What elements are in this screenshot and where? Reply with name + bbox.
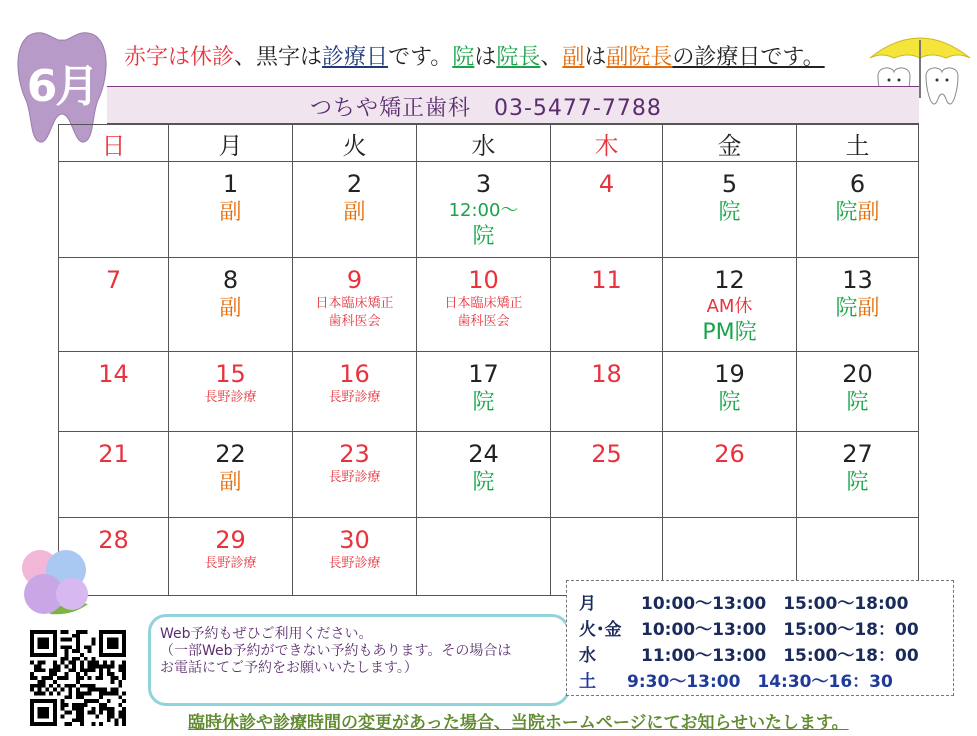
calendar-day-cell [417,258,551,352]
day-note: 院 [472,390,495,415]
web-box-line3: お電話にてご予約をお願いいたします。） [160,660,418,676]
hours-day: 火･金 [579,620,622,640]
day-number: 10 [468,266,499,294]
day-note: 長野診療 [204,390,257,405]
calendar-day-cell [417,518,551,596]
day-note: 12:00～ [448,200,519,221]
weekday-header: 火 [293,125,417,162]
calendar-day-cell [59,352,169,432]
day-note: 日本臨床矯正 [444,296,523,311]
calendar-day-cell [293,352,417,432]
calendar-table [58,124,919,596]
day-note: 院 [846,470,869,495]
legend-part: です。 [388,45,453,70]
web-reservation-box [148,614,570,706]
hours-times: 9:30〜13:00 14:30〜16：30 [627,672,893,692]
day-note [797,200,918,226]
hours-day: 月 [579,594,596,614]
day-note: 院 [718,200,741,225]
calendar-day-cell [663,162,797,258]
calendar-day-cell [169,258,293,352]
calendar-day-cell [293,162,417,258]
hours-row [579,641,919,666]
calendar-day-cell [663,432,797,518]
day-note: 長野診療 [328,390,381,405]
day-note: 副 [219,296,242,321]
calendar-day-cell [417,352,551,432]
day-number: 8 [222,266,239,294]
day-number: 20 [842,360,873,388]
hours-times: 11:00〜13:00 15:00〜18：00 [641,646,919,666]
calendar-day-cell [797,432,919,518]
weekday-header-row [59,125,919,162]
day-note-part: 院 [835,296,858,321]
calendar-day-cell [59,258,169,352]
calendar-day-cell [797,258,919,352]
weekday-header: 月 [169,125,293,162]
calendar-day-cell [293,258,417,352]
calendar-day-cell [551,352,663,432]
calendar-day-cell [551,432,663,518]
footer-notice: 臨時休診や診療時間の変更があった場合、当院ホームページにてお知らせいたします。 [188,713,849,733]
hours-times: 10:00〜13:00 15:00〜18:00 [641,594,909,614]
legend-part: 院 [452,45,475,70]
hours-day: 水 [579,646,596,666]
weekday-header: 日 [59,125,169,162]
legend-part: は [474,45,497,70]
day-number: 14 [98,360,129,388]
calendar-day-cell [551,162,663,258]
calendar-day-cell [417,162,551,258]
day-number: 29 [215,526,246,554]
day-note [797,296,918,322]
day-number: 23 [339,440,370,468]
day-number: 7 [105,266,122,294]
day-number: 24 [468,440,499,468]
day-number: 4 [598,170,615,198]
day-number: 6 [849,170,866,198]
day-number: 11 [591,266,622,294]
day-note: 院 [846,390,869,415]
hours-row [579,589,908,614]
calendar-week-row [59,162,919,258]
legend-part: 黒字は [256,45,323,70]
calendar-day-cell [797,162,919,258]
calendar-day-cell [169,162,293,258]
day-number: 9 [346,266,363,294]
day-note: 歯科医会 [457,314,510,329]
hours-row [579,667,893,692]
legend [124,40,825,71]
hours-day: 土 [579,672,596,692]
day-number: 13 [842,266,873,294]
day-number: 30 [339,526,370,554]
calendar-day-cell [293,518,417,596]
day-number: 18 [591,360,622,388]
day-number: 25 [591,440,622,468]
month-label: 6月 [26,61,98,112]
day-number: 27 [842,440,873,468]
calendar-day-cell [663,352,797,432]
legend-part: 診療日 [322,45,389,70]
calendar-day-cell [169,518,293,596]
day-note: 副 [343,200,366,225]
hours-times: 10:00〜13:00 15:00〜18：00 [641,620,919,640]
day-note-part: 院 [835,200,858,225]
legend-part: 副 [562,45,585,70]
day-note-part: 副 [857,200,880,225]
day-number: 5 [721,170,738,198]
day-note: 院 [472,470,495,495]
day-number: 19 [714,360,745,388]
day-note: 長野診療 [204,556,257,571]
day-number: 1 [222,170,239,198]
legend-part: は [584,45,607,70]
calendar-day-cell [169,352,293,432]
calendar-day-cell [417,432,551,518]
day-number: 2 [346,170,363,198]
qr-code[interactable] [30,630,126,726]
calendar-week-row [59,258,919,352]
day-number: 21 [98,440,129,468]
day-note: 歯科医会 [328,314,381,329]
day-number: 3 [475,170,492,198]
calendar-day-cell [551,258,663,352]
day-note: 長野診療 [328,470,381,485]
day-note: 長野診療 [328,556,381,571]
day-number: 28 [98,526,129,554]
day-note: 日本臨床矯正 [315,296,394,311]
legend-part: 、 [234,45,257,70]
day-note: 院 [718,390,741,415]
legend-part: 副院長 [606,45,673,70]
weekday-header: 木 [551,125,663,162]
weekday-header: 土 [797,125,919,162]
web-box-line2: （一部Web予約ができない予約もあります。その場合は [160,643,512,659]
day-note: 院 [472,224,495,249]
calendar-day-cell [59,432,169,518]
hydrangea-decoration [10,540,100,620]
web-box-line1: Web予約もぜひご利用ください。 [160,626,373,642]
day-number: 22 [215,440,246,468]
day-number: 26 [714,440,745,468]
calendar-day-cell [663,258,797,352]
day-number: 17 [468,360,499,388]
day-note: 副 [219,470,242,495]
day-number: 12 [714,266,745,294]
calendar-week-row [59,432,919,518]
calendar-day-cell [797,352,919,432]
legend-part: 、 [540,45,563,70]
legend-part: 院長 [496,45,541,70]
day-note-part: 副 [857,296,880,321]
calendar-day-cell [293,432,417,518]
hours-row [579,615,919,640]
clinic-name: つちや矯正歯科 03-5477-7788 [310,96,662,121]
day-note: 副 [219,200,242,225]
weekday-header: 水 [417,125,551,162]
day-note: AM休 [706,296,753,317]
calendar-day-cell [169,432,293,518]
legend-part: の診療日です。 [672,45,825,70]
weekday-header: 金 [663,125,797,162]
day-number: 16 [339,360,370,388]
calendar-day-cell [59,162,169,258]
day-number: 15 [215,360,246,388]
office-hours-box [566,580,954,696]
legend-part: 赤字は休診 [124,45,235,70]
day-note: PM院 [702,320,757,345]
calendar-week-row [59,352,919,432]
